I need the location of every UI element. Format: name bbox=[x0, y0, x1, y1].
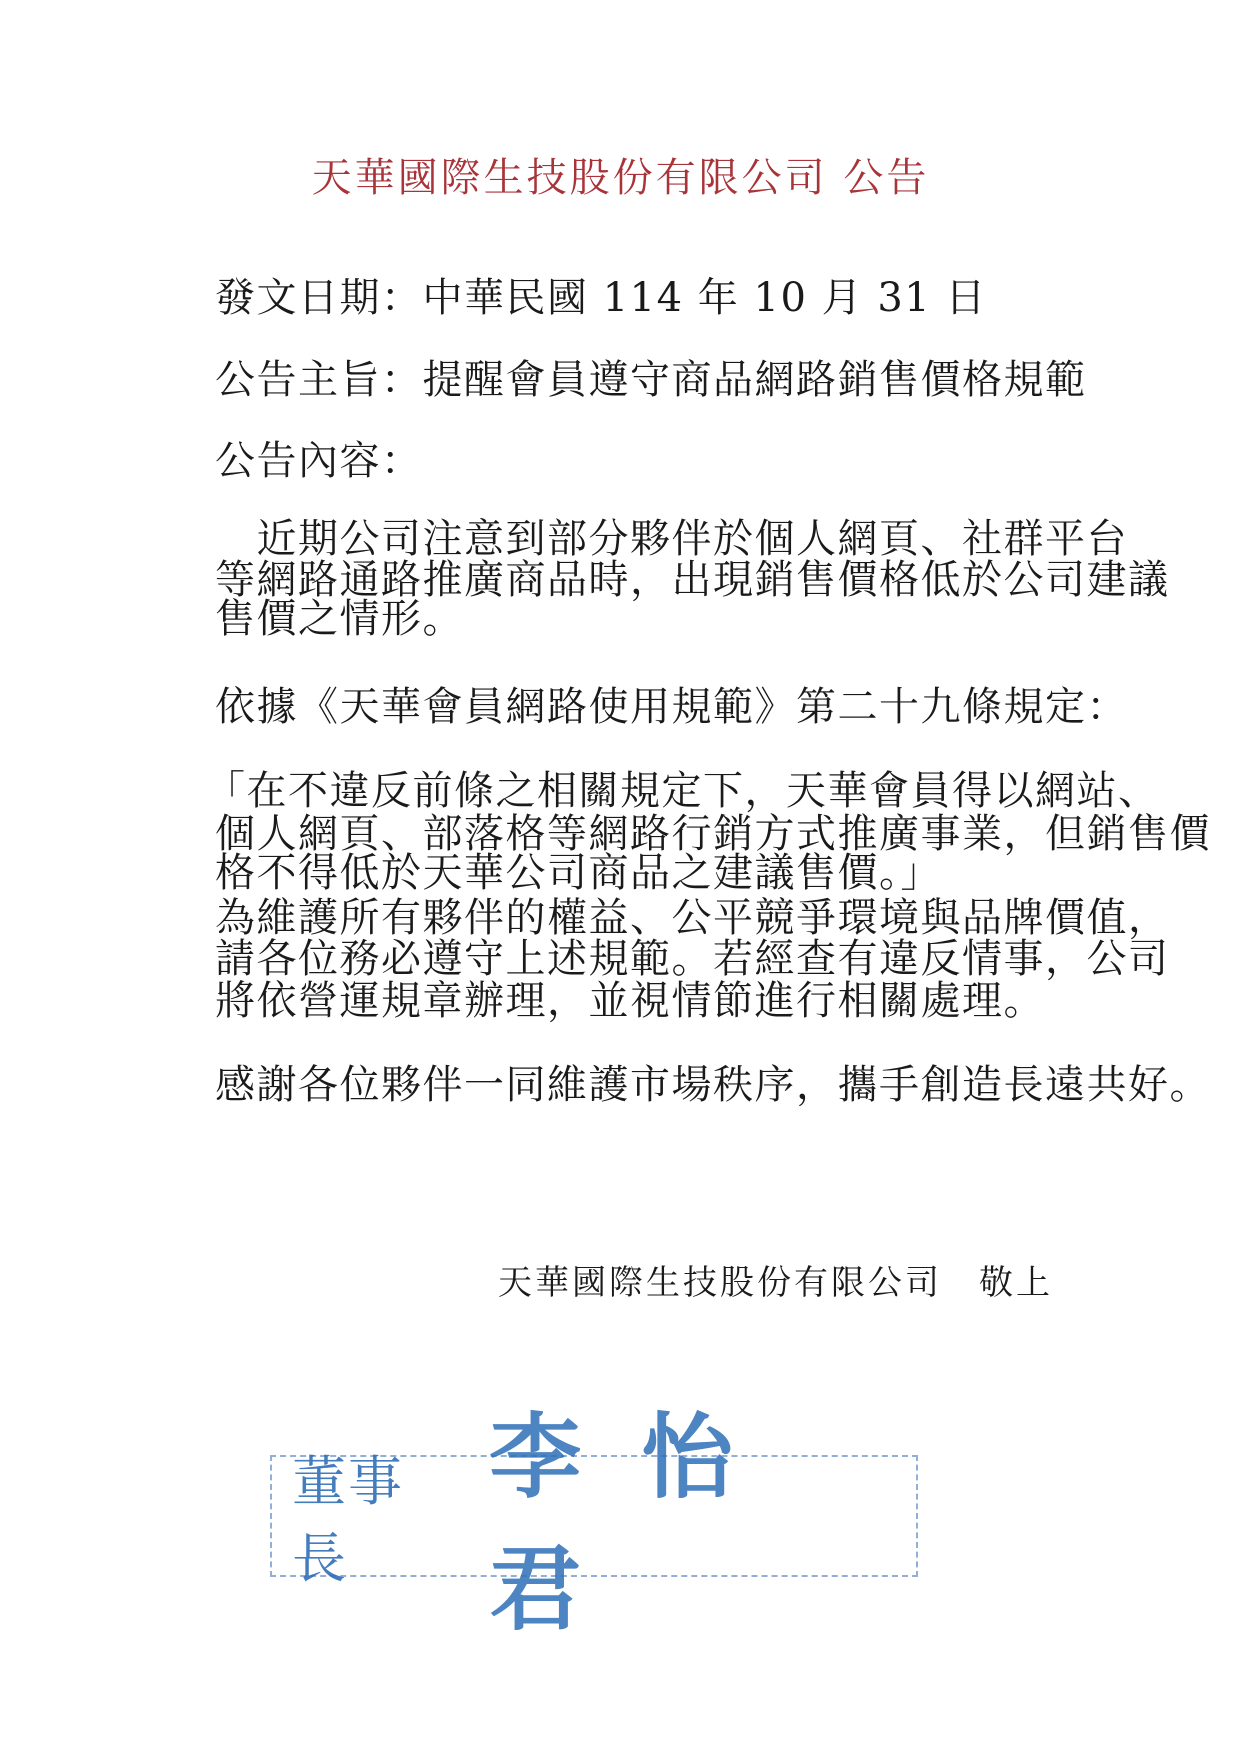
chairman-seal-stamp bbox=[270, 1403, 918, 1643]
paragraph2-line: 請各位務必遵守上述規範。若經查有違反情事，公司 bbox=[215, 936, 1170, 982]
stamp-name: 李怡君 bbox=[489, 1403, 794, 1643]
paragraph1-line: 等網路通路推廣商品時，出現銷售價格低於公司建議 bbox=[215, 557, 1170, 603]
citation-intro: 依據《天華會員網路使用規範》第二十九條規定： bbox=[215, 684, 1128, 730]
paragraph2-line: 將依營運規章辦理，並視情節進行相關處理。 bbox=[215, 978, 1045, 1024]
paragraph2-line: 為維護所有夥伴的權益、公平競爭環境與品牌價值， bbox=[215, 895, 1170, 941]
date-line: 發文日期：中華民國 114 年 10 月 31 日 bbox=[215, 275, 987, 321]
paragraph1-line: 售價之情形。 bbox=[215, 596, 464, 642]
subject-line: 公告主旨：提醒會員遵守商品網路銷售價格規範 bbox=[215, 357, 1087, 403]
stamp-title: 董事長 bbox=[292, 1450, 404, 1590]
quote-line: 格不得低於天華公司商品之建議售價。」 bbox=[215, 850, 942, 896]
content-label: 公告內容： bbox=[215, 438, 423, 484]
quote-line: 個人網頁、部落格等網路行銷方式推廣事業，但銷售價 bbox=[215, 811, 1211, 857]
closing-line: 感謝各位夥伴一同維護市場秩序，攜手創造長遠共好。 bbox=[215, 1062, 1211, 1108]
paragraph1-line: 近期公司注意到部分夥伴於個人網頁、社群平台 bbox=[215, 516, 1128, 562]
document-title: 天華國際生技股份有限公司 公告 bbox=[311, 155, 930, 201]
quote-line: 「在不違反前條之相關規定下，天華會員得以網站、 bbox=[205, 768, 1160, 814]
signature: 天華國際生技股份有限公司 敬上 bbox=[498, 1263, 1053, 1303]
